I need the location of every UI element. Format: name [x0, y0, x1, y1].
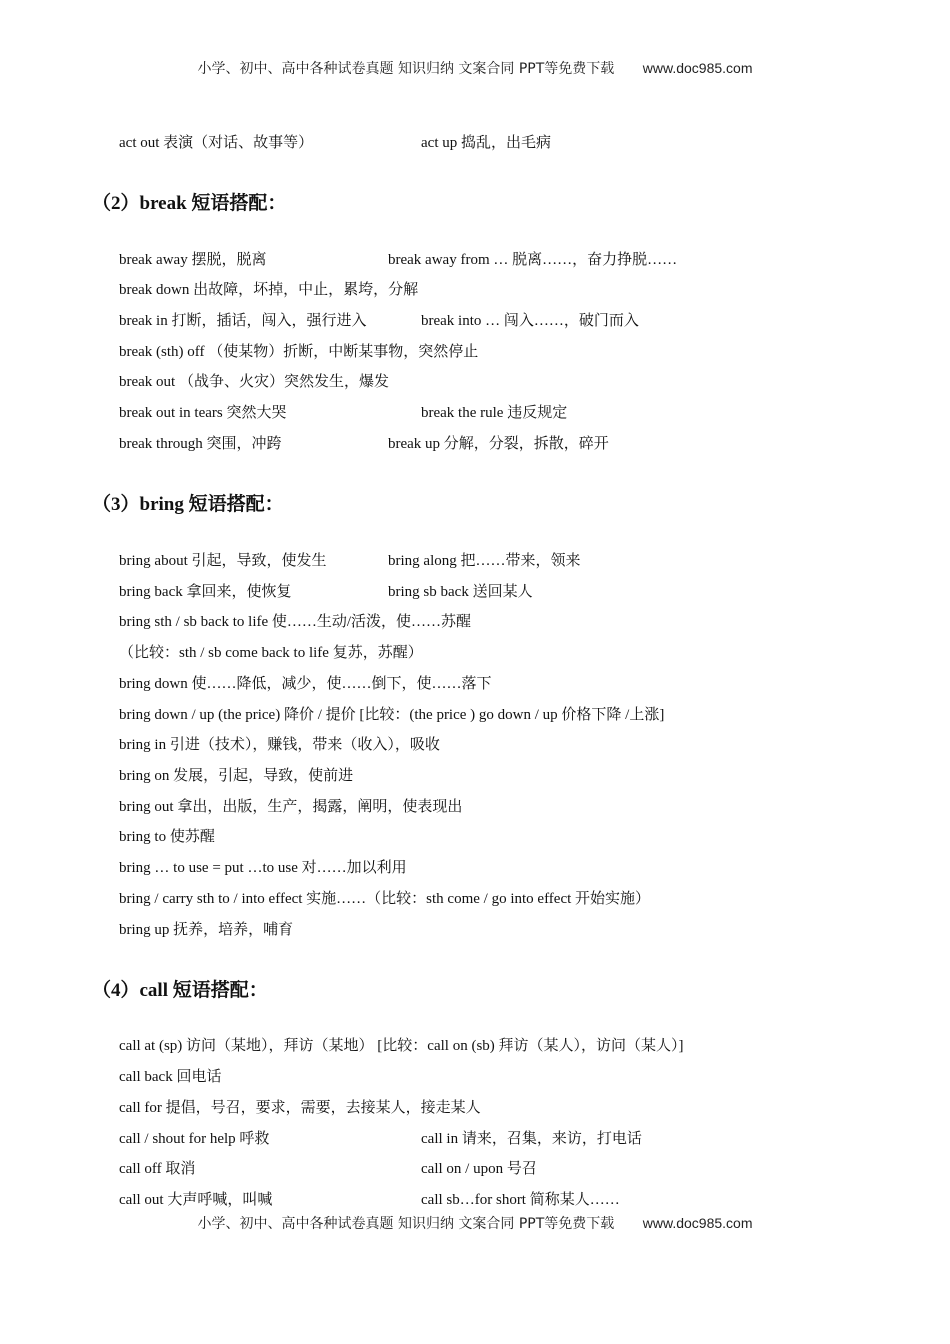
header-url[interactable]: www.doc985.com [642, 60, 753, 76]
phrase-entry: bring back 拿回来，使恢复 [119, 584, 292, 600]
phrase-entry: call for 提倡，号召，要求，需要，去接某人，接走某人 [119, 1100, 481, 1116]
phrase-entry: bring sb back 送回某人 [388, 584, 533, 600]
phrase-entry: break away 摆脱，脱离 [119, 252, 267, 268]
phrase-entry: call sb…for short 简称某人…… [421, 1192, 620, 1208]
phrase-entry: break out （战争、火灾）突然发生，爆发 [119, 374, 389, 390]
act-up-entry: act up 捣乱，出毛病 [421, 135, 551, 151]
footer-text: 小学、初中、高中各种试卷真题 知识归纳 文案合同 PPT等免费下载 [197, 1216, 615, 1232]
phrase-entry: （比较：sth / sb come back to life 复苏，苏醒） [119, 645, 423, 661]
page-header [0, 58, 950, 78]
act-out-entry: act out 表演（对话、故事等） [119, 135, 314, 151]
call-heading: （4）call 短语搭配： [92, 980, 268, 1001]
phrase-entry: bring down / up (the price) 降价 / 提价 [比较：(the price ) go down / up 价格下降 /上涨] [119, 707, 665, 723]
phrase-entry: break (sth) off （使某物）折断，中断某事物，突然停止 [119, 344, 479, 360]
phrase-entry: bring / carry sth to / into effect 实施……（比较：sth come / go into effect 开始实施） [119, 891, 651, 907]
phrase-entry: call off 取消 [119, 1161, 196, 1177]
phrase-entry: call on / upon 号召 [421, 1161, 537, 1177]
phrase-entry: call out 大声呼喊，叫喊 [119, 1192, 273, 1208]
phrase-entry: call / shout for help 呼救 [119, 1131, 270, 1147]
page-footer [0, 1213, 950, 1233]
phrase-entry: bring in 引进（技术），赚钱，带来（收入），吸收 [119, 737, 440, 753]
phrase-entry: break up 分解，分裂，拆散，碎开 [388, 436, 609, 452]
phrase-entry: break in 打断，插话，闯入，强行进入 [119, 313, 367, 329]
phrase-entry: call at (sp) 访问（某地），拜访（某地） [比较：call on (sb) 拜访（某人），访问（某人）] [119, 1038, 684, 1054]
phrase-entry: bring out 拿出，出版，生产，揭露，阐明，使表现出 [119, 799, 463, 815]
phrase-entry: break into … 闯入……，破门而入 [421, 313, 639, 329]
bring-heading: （3）bring 短语搭配： [92, 494, 284, 515]
phrase-entry: break away from … 脱离……，奋力挣脱…… [388, 252, 678, 268]
phrase-entry: call in 请来，召集，来访，打电话 [421, 1131, 642, 1147]
phrase-entry: bring down 使……降低，减少，使……倒下，使……落下 [119, 676, 492, 692]
footer-url[interactable]: www.doc985.com [642, 1215, 753, 1231]
phrase-entry: bring about 引起，导致，使发生 [119, 553, 327, 569]
phrase-entry: bring to 使苏醒 [119, 829, 215, 845]
phrase-entry: bring sth / sb back to life 使……生动/活泼，使……苏醒 [119, 614, 472, 630]
phrase-entry: break down 出故障，坏掉，中止，累垮，分解 [119, 282, 419, 298]
phrase-entry: break out in tears 突然大哭 [119, 405, 287, 421]
phrase-entry: call back 回电话 [119, 1069, 222, 1085]
phrase-entry: bring along 把……带来，领来 [388, 553, 581, 569]
phrase-entry: bring on 发展，引起，导致，使前进 [119, 768, 354, 784]
phrase-entry: break the rule 违反规定 [421, 405, 568, 421]
break-heading: （2）break 短语搭配： [92, 193, 287, 214]
phrase-entry: bring up 抚养，培养，哺育 [119, 922, 294, 938]
header-text: 小学、初中、高中各种试卷真题 知识归纳 文案合同 PPT等免费下载 [197, 61, 615, 77]
phrase-entry: break through 突围，冲跨 [119, 436, 282, 452]
phrase-entry: bring … to use = put …to use 对……加以利用 [119, 860, 407, 876]
